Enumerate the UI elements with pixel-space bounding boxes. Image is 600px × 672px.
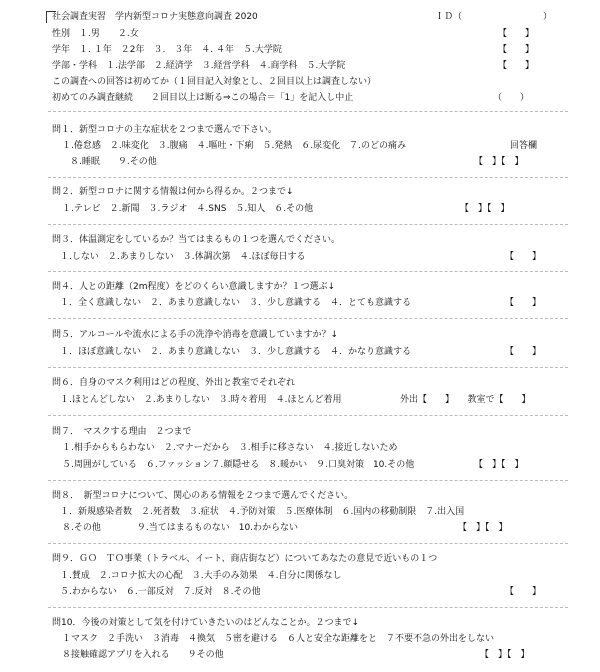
q5-options-line1: １．ほぼ意識しない ２．あまり意識しない ３．少し意識する ４．かなり意識する <box>60 347 412 357</box>
q10-text: 問10．今後の対策として気を付けていきたいのはどんなことか。２つまで↓ <box>52 618 359 628</box>
q3-options-line1: １.しない ２.あまりしない ３.体調次第 ４.ほぼ毎日する <box>60 252 306 262</box>
sex-answer-box: 【 】 <box>498 29 535 39</box>
q1-text: 問１．新型コロナの主な症状を２つまで選んで下さい。 <box>52 125 278 135</box>
q10-options-line1: １マスク ２手洗い ３消毒 ４換気 ５密を避ける ６人と安全な距離をと ７不要不急の外出をしない <box>62 634 495 644</box>
continue-instruction: 初めてのみ調査継続 ２回目以上は断る⇒この場合＝「1」を記入し中止 <box>52 93 354 103</box>
sex-question: 性別 １.男 ２.女 <box>52 29 139 39</box>
q4-text: 問４．人との距離（2m程度）をどのくらい意識しますか？１つ選ぶ↓ <box>52 282 336 292</box>
q10-options-line2: ８接触確認アプリを入れる ９その他 <box>62 650 224 660</box>
continue-answer-box: （ ） <box>493 93 530 103</box>
q1-options-line2: ８.睡眠 ９.その他 <box>70 157 157 167</box>
section-divider <box>48 367 568 368</box>
survey-title: 社会調査実習 学内新型コロナ実態意向調査 2020 <box>52 12 258 22</box>
year-answer-box: 【 】 <box>498 45 535 55</box>
section-divider <box>48 224 568 225</box>
q5-answer-box: 【 】 <box>505 347 542 357</box>
q7-text: 問７． マスクする理由 ２つまで <box>52 427 192 437</box>
q1-answer-label: 回答欄 <box>510 141 538 151</box>
q8-options-line2: ８.その他 ９.当てはまるものない 10.わからない <box>62 523 299 533</box>
q6-answer-boxes: 外出【 】 教室で【 】 <box>400 395 531 405</box>
q2-answer-box: 【 】【 】 <box>460 204 510 214</box>
q6-text: 問６．自身のマスク利用はどの程度、外出と教室でそれぞれ <box>52 378 296 388</box>
first-time-question: この調査への回答は初めてか（１回目記入対象とし、２回目以上は調査しない） <box>52 77 377 87</box>
q8-options-line1: １．新規感染者数 ２.死者数 ３.症状 ４.予防対策 ５.医療体制 ６.国内の移動制限 ７.出入国 <box>60 507 465 517</box>
q9-text: 問９．ＧＯ ＴＯ事業（トラベル、イート、商店街など）についてあなたの意見で近いもの１つ <box>52 554 438 564</box>
section-divider <box>48 607 568 608</box>
q8-text: 問８． 新型コロナについて、関心のある情報を２つまで選んでください。 <box>52 491 354 501</box>
id-field: ＩＤ（ ） <box>435 12 553 22</box>
q2-text: 問２．新型コロナに関する情報は何から得るか。２つまで↓ <box>52 187 294 197</box>
section-divider <box>48 415 568 416</box>
faculty-question: 学部・学科 １.法学部 ２.経済学 ３.経営学科 ４.商学科 ５.大学院 <box>52 61 346 71</box>
q9-options-line1: １.賛成 ２.コロナ拡大の心配 ３.大手のみ効果 ４.自分に関係なし <box>60 571 342 581</box>
q1-options-line1: １.倦怠感 ２.味変化 ３.腹痛 ４.嘔吐・下痢 ５.発熱 ６.尿変化 ７.のどの痛み <box>62 141 407 151</box>
section-divider <box>48 480 568 481</box>
q4-options-line1: １．全く意識しない ２．あまり意識しない ３．少し意識する ４．とても意識する <box>60 298 412 308</box>
q7-answer-box: 【 】【 】 <box>474 460 524 470</box>
q2-options-line1: １.テレビ ２.新聞 ３.ラジオ ４.SNS ５.知人 ６.その他 <box>62 204 314 214</box>
q1-answer-box: 【 】【 】 <box>474 157 524 167</box>
q5-text: 問５．アルコールや流水による手の洗浄や消毒を意識していますか？↓ <box>52 330 339 340</box>
section-divider <box>48 111 568 112</box>
section-divider <box>48 318 568 319</box>
q8-answer-box: 【 】【 】 <box>458 523 508 533</box>
q3-answer-box: 【 】 <box>505 252 542 262</box>
q9-options-line2: ５.わからない ６.一部反対 ７.反対 ８.その他 <box>60 587 261 597</box>
q6-options-line1: １.ほとんどしない ２.あまりしない ３.時々着用 ４.ほとんど着用 <box>60 395 342 405</box>
q10-answer-box: 【 】【 】 <box>480 650 530 660</box>
margin-corner-mark <box>46 11 47 23</box>
faculty-answer-box: 【 】 <box>498 61 535 71</box>
year-question: 学年 １. １年 ２2年 ３. ３年 ４. ４年 ５.大学院 <box>52 45 282 55</box>
section-divider <box>48 543 568 544</box>
section-divider <box>48 271 568 272</box>
q9-answer-box: 【 】 <box>505 587 542 597</box>
q7-options-line1: １.相手からもらわない ２.マナーだから ３.相手に移さない ４.接近しないため <box>62 443 398 453</box>
q4-answer-box: 【 】 <box>505 298 542 308</box>
q7-options-line2: ５.周囲がしている ６.ファッション７.顔隠せる ８.暖かい ９.口臭対策 10.その他 <box>62 460 415 470</box>
q3-text: 問３．体温測定をしているか？当てはまるもの１つを選んでください。 <box>52 235 341 245</box>
section-divider <box>48 177 568 178</box>
